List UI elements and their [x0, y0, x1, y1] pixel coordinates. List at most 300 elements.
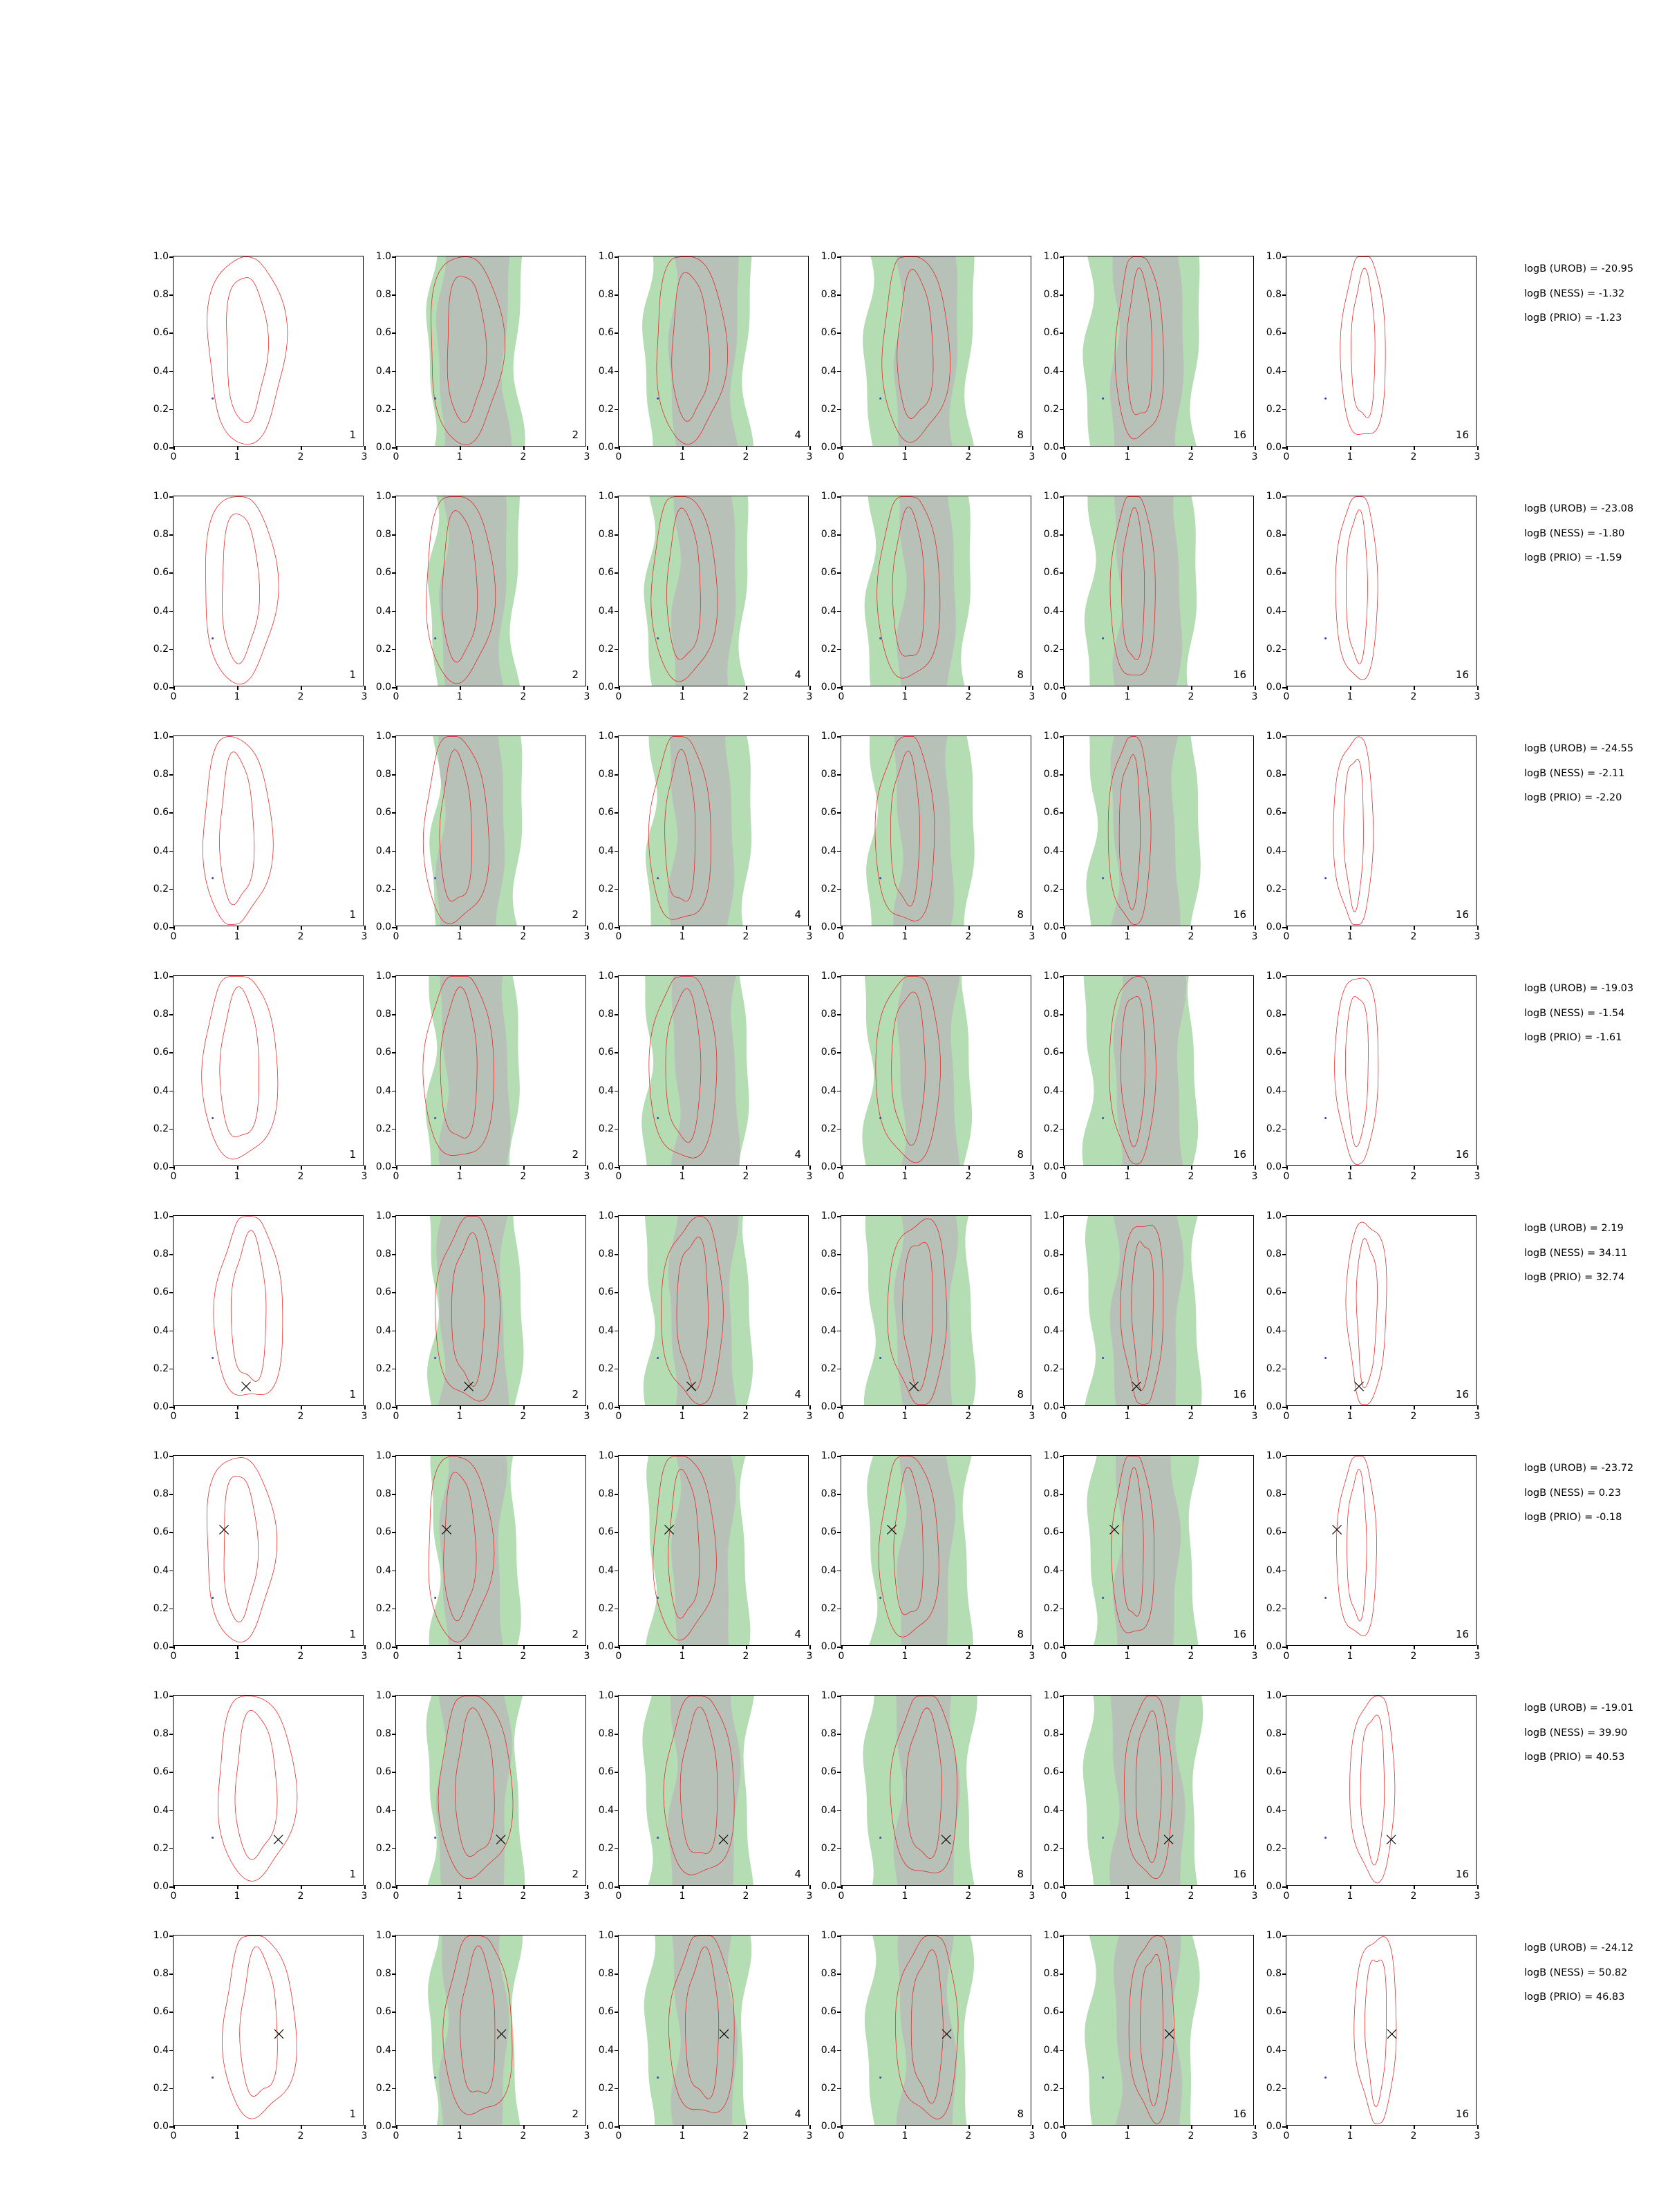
- logb-annotation: logB (PRIO) = -1.59: [1524, 552, 1622, 563]
- x-tick-label: 0: [170, 1651, 177, 1662]
- x-tick-mark: [460, 686, 461, 690]
- x-tick-mark: [1127, 2125, 1129, 2129]
- x-tick-label: 0: [1060, 1651, 1067, 1662]
- y-tick-mark: [615, 1292, 619, 1293]
- x-tick-label: 0: [170, 691, 177, 702]
- panel-plot-area: [841, 256, 1031, 446]
- contour-95: [218, 1696, 297, 1882]
- x-tick-label: 0: [1060, 931, 1067, 942]
- y-tick-label: 0.2: [375, 883, 391, 894]
- contour-panel: [153, 971, 368, 1182]
- contour-95: [222, 1936, 297, 2119]
- y-tick-label: 0.2: [1043, 1123, 1059, 1134]
- y-tick-label: 0.2: [821, 2082, 836, 2094]
- x-tick-label: 0: [1283, 691, 1290, 702]
- y-tick-mark: [837, 976, 841, 977]
- x-tick-label: 3: [583, 1411, 590, 1422]
- row-annotation-block: [1524, 264, 1633, 338]
- x-tick-label: 0: [393, 691, 400, 702]
- y-tick-label: 0.2: [1266, 643, 1282, 655]
- reference-dot: [657, 2077, 659, 2079]
- contour-panel: [153, 1450, 368, 1662]
- x-tick-label: 1: [1347, 1651, 1353, 1662]
- x-tick-mark: [1127, 1645, 1129, 1649]
- y-tick-label: 0.6: [375, 1286, 391, 1298]
- y-tick-label: 0.2: [598, 1602, 614, 1614]
- y-tick-mark: [1060, 1609, 1064, 1610]
- y-tick-label: 0.6: [153, 1526, 169, 1538]
- y-tick-label: 1.0: [598, 1690, 614, 1701]
- gray-credible-region: [436, 256, 512, 446]
- x-tick-mark: [1032, 1405, 1033, 1409]
- x-tick-label: 2: [1188, 1891, 1194, 1902]
- x-tick-label: 1: [679, 2130, 686, 2141]
- logb-annotation: logB (NESS) = -1.54: [1524, 1007, 1625, 1019]
- panel-corner-label: 1: [349, 668, 356, 681]
- y-tick-label: 0.0: [821, 1881, 836, 1892]
- panel-plot-area: [1064, 1696, 1253, 1885]
- reference-dot: [212, 397, 214, 400]
- y-tick-label: 0.0: [153, 682, 169, 693]
- panel-corner-label: 16: [1232, 1148, 1246, 1161]
- x-tick-mark: [1255, 1885, 1256, 1889]
- x-tick-mark: [1414, 1645, 1415, 1649]
- y-tick-mark: [392, 1014, 396, 1015]
- x-tick-mark: [1477, 446, 1479, 450]
- y-tick-mark: [1282, 1254, 1286, 1255]
- x-tick-mark: [1032, 686, 1033, 690]
- x-tick-label: 2: [1410, 451, 1417, 462]
- x-tick-mark: [364, 686, 366, 690]
- y-tick-label: 0.8: [375, 289, 391, 301]
- contour-95: [1333, 737, 1374, 925]
- panel-plot-area: [396, 976, 585, 1165]
- y-tick-label: 0.4: [821, 1804, 836, 1816]
- x-tick-label: 1: [1124, 1891, 1131, 1902]
- panel-plot-area: [174, 1696, 363, 1885]
- y-tick-mark: [1060, 976, 1064, 977]
- contour-68: [240, 1947, 278, 2097]
- y-tick-label: 0.8: [1266, 1248, 1282, 1260]
- reference-dot: [657, 877, 659, 879]
- y-tick-label: 0.6: [1266, 1526, 1282, 1538]
- x-tick-mark: [523, 2125, 525, 2129]
- x-tick-mark: [1286, 1405, 1288, 1409]
- y-tick-label: 0.4: [1266, 2044, 1282, 2056]
- y-tick-label: 0.4: [1043, 1085, 1059, 1096]
- x-tick-label: 3: [583, 2130, 590, 2141]
- contour-95: [1350, 1696, 1395, 1883]
- y-tick-mark: [392, 774, 396, 776]
- panel-corner-label: 16: [1455, 2108, 1469, 2120]
- x-tick-label: 1: [679, 931, 686, 942]
- y-tick-mark: [169, 1129, 174, 1130]
- x-tick-label: 3: [583, 1891, 590, 1902]
- y-tick-mark: [392, 1696, 396, 1697]
- y-tick-mark: [1060, 611, 1064, 612]
- gray-credible-region: [1114, 1936, 1182, 2125]
- y-tick-label: 1.0: [1043, 491, 1059, 502]
- y-tick-mark: [615, 774, 619, 776]
- x-tick-mark: [1191, 1405, 1192, 1409]
- y-tick-label: 0.6: [598, 1047, 614, 1058]
- row-annotation-block: [1524, 1703, 1633, 1777]
- x-tick-label: 2: [297, 691, 304, 702]
- x-tick-label: 2: [742, 1651, 749, 1662]
- x-tick-label: 1: [1124, 1171, 1131, 1182]
- y-tick-mark: [169, 649, 174, 650]
- y-tick-mark: [837, 649, 841, 650]
- x-tick-mark: [1350, 1165, 1351, 1170]
- y-tick-mark: [1282, 1772, 1286, 1773]
- y-tick-label: 0.6: [153, 1766, 169, 1778]
- x-tick-mark: [364, 926, 366, 930]
- x-tick-label: 0: [393, 451, 400, 462]
- x-tick-label: 3: [806, 2130, 813, 2141]
- panel-plot-area: [396, 736, 585, 926]
- y-tick-label: 0.8: [598, 1248, 614, 1260]
- y-tick-label: 0.8: [821, 1009, 836, 1020]
- y-tick-label: 0.4: [598, 2044, 614, 2056]
- x-tick-mark: [174, 1405, 175, 1409]
- y-tick-label: 0.2: [821, 643, 836, 655]
- y-tick-label: 0.8: [1266, 1009, 1282, 1020]
- x-tick-mark: [1127, 1165, 1129, 1170]
- y-tick-mark: [169, 976, 174, 977]
- y-tick-label: 0.2: [598, 643, 614, 655]
- x-tick-label: 3: [1474, 1891, 1481, 1902]
- x-tick-mark: [968, 1405, 970, 1409]
- x-tick-mark: [523, 1645, 525, 1649]
- y-tick-mark: [392, 851, 396, 852]
- y-tick-label: 0.6: [1266, 327, 1282, 339]
- y-tick-label: 0.4: [1266, 605, 1282, 617]
- y-tick-mark: [392, 812, 396, 814]
- x-tick-mark: [523, 446, 525, 450]
- x-tick-mark: [587, 926, 588, 930]
- y-tick-label: 0.0: [153, 1161, 169, 1172]
- panel-plot-area: [841, 1936, 1031, 2125]
- y-tick-mark: [1282, 256, 1286, 258]
- x-tick-mark: [1032, 1645, 1033, 1649]
- y-tick-label: 0.4: [153, 845, 169, 856]
- gray-credible-region: [897, 976, 959, 1165]
- contour-panel: [375, 971, 590, 1182]
- y-tick-mark: [392, 371, 396, 373]
- gray-credible-region: [668, 1216, 739, 1405]
- y-tick-label: 0.2: [1043, 1842, 1059, 1854]
- x-tick-mark: [460, 1405, 461, 1409]
- panel-corner-label: 1: [349, 1388, 356, 1400]
- x-tick-label: 0: [838, 1411, 845, 1422]
- x-tick-label: 0: [1060, 691, 1067, 702]
- logb-annotation: logB (PRIO) = 46.83: [1524, 1991, 1625, 2003]
- x-tick-label: 3: [1251, 1891, 1258, 1902]
- x-tick-label: 1: [679, 691, 686, 702]
- reference-dot: [434, 1357, 436, 1359]
- y-tick-label: 0.2: [153, 883, 169, 894]
- gray-credible-region: [1113, 1456, 1181, 1645]
- panel-plot-area: [1286, 256, 1476, 446]
- y-tick-label: 0.2: [1043, 403, 1059, 415]
- y-tick-mark: [169, 294, 174, 296]
- y-tick-label: 0.4: [1043, 605, 1059, 617]
- x-tick-mark: [460, 1645, 461, 1649]
- x-tick-label: 2: [965, 2130, 972, 2141]
- contour-68: [1346, 510, 1367, 664]
- y-tick-label: 0.2: [821, 403, 836, 415]
- x-tick-label: 3: [1251, 2130, 1258, 2141]
- x-tick-label: 1: [234, 1891, 241, 1902]
- truth-marker-x: [274, 2030, 283, 2038]
- x-tick-label: 0: [1283, 451, 1290, 462]
- y-tick-mark: [1060, 1494, 1064, 1495]
- y-tick-label: 0.0: [598, 2121, 614, 2132]
- x-tick-mark: [1286, 1645, 1288, 1649]
- x-tick-label: 2: [965, 1891, 972, 1902]
- x-tick-mark: [301, 2125, 302, 2129]
- panel-corner-label: 16: [1232, 1388, 1246, 1400]
- y-tick-label: 0.2: [1266, 403, 1282, 415]
- y-tick-mark: [1282, 851, 1286, 852]
- y-tick-label: 0.0: [598, 1161, 614, 1172]
- x-tick-label: 0: [393, 1411, 400, 1422]
- x-tick-mark: [746, 1645, 747, 1649]
- x-tick-mark: [301, 686, 302, 690]
- panel-plot-area: [1064, 736, 1253, 926]
- y-tick-label: 1.0: [1266, 1690, 1282, 1701]
- x-tick-label: 2: [1188, 451, 1194, 462]
- panel-plot-area: [396, 1696, 585, 1885]
- contour-panel: [1043, 1210, 1258, 1422]
- x-tick-label: 3: [583, 1651, 590, 1662]
- y-tick-label: 0.2: [598, 1842, 614, 1854]
- y-tick-mark: [1282, 736, 1286, 738]
- y-tick-label: 0.4: [598, 605, 614, 617]
- reference-dot: [434, 877, 436, 879]
- y-tick-label: 0.6: [821, 1047, 836, 1058]
- y-tick-mark: [1282, 1052, 1286, 1053]
- y-tick-mark: [837, 332, 841, 334]
- x-tick-label: 3: [1474, 1651, 1481, 1662]
- x-tick-label: 0: [838, 931, 845, 942]
- y-tick-label: 0.6: [1043, 1047, 1059, 1058]
- contour-panel: [598, 1690, 813, 1902]
- y-tick-mark: [392, 1254, 396, 1255]
- x-tick-mark: [841, 686, 843, 690]
- y-tick-label: 0.8: [821, 1488, 836, 1500]
- contour-95: [205, 497, 279, 684]
- x-tick-label: 1: [1124, 2130, 1131, 2141]
- panel-plot-area: [1286, 496, 1476, 686]
- x-tick-mark: [619, 1405, 620, 1409]
- y-tick-label: 0.4: [1043, 845, 1059, 856]
- y-tick-label: 0.6: [1043, 1766, 1059, 1778]
- y-tick-mark: [1060, 1532, 1064, 1533]
- y-tick-mark: [615, 1609, 619, 1610]
- x-tick-mark: [1286, 1165, 1288, 1170]
- panel-corner-label: 4: [794, 1628, 801, 1640]
- y-tick-label: 0.6: [1043, 2006, 1059, 2018]
- x-tick-mark: [682, 1405, 684, 1409]
- y-tick-label: 1.0: [375, 1930, 391, 1941]
- x-tick-label: 0: [615, 2130, 622, 2141]
- y-tick-label: 0.8: [821, 1968, 836, 1980]
- panel-plot-area: [619, 976, 808, 1165]
- x-tick-mark: [809, 2125, 811, 2129]
- x-tick-label: 3: [361, 691, 368, 702]
- x-tick-label: 3: [806, 1411, 813, 1422]
- contour-95: [1354, 1937, 1396, 2124]
- x-tick-mark: [1286, 446, 1288, 450]
- y-tick-label: 0.4: [821, 1324, 836, 1336]
- y-tick-mark: [392, 1810, 396, 1812]
- x-tick-label: 2: [520, 1651, 527, 1662]
- x-tick-mark: [1414, 446, 1415, 450]
- x-tick-label: 2: [520, 2130, 527, 2141]
- y-tick-label: 0.0: [598, 921, 614, 932]
- logb-annotation: logB (NESS) = 39.90: [1524, 1727, 1628, 1738]
- x-tick-mark: [619, 1645, 620, 1649]
- y-tick-label: 0.0: [375, 1401, 391, 1412]
- reference-dot: [434, 1837, 436, 1839]
- x-tick-mark: [1350, 1645, 1351, 1649]
- y-tick-label: 0.6: [1043, 1286, 1059, 1298]
- reference-dot: [434, 1597, 436, 1599]
- x-tick-mark: [523, 1405, 525, 1409]
- x-tick-label: 2: [742, 1171, 749, 1182]
- y-tick-mark: [837, 1772, 841, 1773]
- y-tick-label: 0.6: [153, 1286, 169, 1298]
- y-tick-label: 0.4: [375, 1804, 391, 1816]
- y-tick-mark: [1060, 1052, 1064, 1053]
- x-tick-mark: [301, 1165, 302, 1170]
- y-tick-label: 0.8: [375, 1009, 391, 1020]
- x-tick-label: 1: [1124, 451, 1131, 462]
- x-tick-mark: [905, 2125, 906, 2129]
- contour-panel: [821, 1930, 1035, 2141]
- reference-dot: [212, 1117, 214, 1119]
- x-tick-label: 3: [1029, 931, 1035, 942]
- y-tick-mark: [169, 1091, 174, 1092]
- reference-dot: [1102, 637, 1104, 639]
- contour-panel: [153, 1690, 368, 1902]
- y-tick-mark: [615, 496, 619, 498]
- panel-corner-label: 4: [794, 1148, 801, 1161]
- contour-68: [227, 278, 269, 423]
- reference-dot: [212, 1357, 214, 1359]
- y-tick-label: 0.4: [1266, 365, 1282, 377]
- y-tick-label: 0.8: [1043, 1728, 1059, 1740]
- y-tick-mark: [1060, 332, 1064, 334]
- y-tick-label: 1.0: [153, 731, 169, 742]
- y-tick-mark: [837, 2012, 841, 2013]
- panel-corner-label: 4: [794, 1388, 801, 1400]
- contour-panel: [375, 1450, 590, 1662]
- panel-corner-label: 8: [1017, 429, 1024, 441]
- contour-68: [1347, 1470, 1367, 1621]
- y-tick-label: 0.2: [153, 1842, 169, 1854]
- x-tick-label: 0: [615, 1651, 622, 1662]
- y-tick-label: 0.2: [1043, 643, 1059, 655]
- y-tick-label: 0.4: [821, 1085, 836, 1096]
- x-tick-mark: [364, 1645, 366, 1649]
- y-tick-label: 0.2: [1043, 2082, 1059, 2094]
- y-tick-label: 0.8: [1043, 1488, 1059, 1500]
- x-tick-label: 3: [361, 931, 368, 942]
- x-tick-label: 2: [742, 931, 749, 942]
- y-tick-label: 0.0: [1043, 2121, 1059, 2132]
- y-tick-label: 1.0: [821, 971, 836, 982]
- y-tick-label: 0.6: [1043, 327, 1059, 339]
- y-tick-label: 0.4: [1266, 1085, 1282, 1096]
- x-tick-label: 2: [1410, 1171, 1417, 1182]
- y-tick-label: 1.0: [1043, 1450, 1059, 1461]
- y-tick-label: 0.6: [598, 1286, 614, 1298]
- y-tick-label: 0.0: [1266, 921, 1282, 932]
- panel-plot-area: [841, 1696, 1031, 1885]
- panel-corner-label: 1: [349, 429, 356, 441]
- logb-annotation: logB (NESS) = 0.23: [1524, 1487, 1622, 1499]
- panel-plot-area: [396, 256, 585, 446]
- x-tick-mark: [364, 2125, 366, 2129]
- y-tick-label: 1.0: [375, 1210, 391, 1221]
- y-tick-mark: [392, 611, 396, 612]
- x-tick-mark: [746, 686, 747, 690]
- x-tick-mark: [968, 446, 970, 450]
- row-annotation-block: [1524, 504, 1633, 578]
- y-tick-label: 0.2: [153, 2082, 169, 2094]
- gray-credible-region: [671, 496, 736, 686]
- y-tick-label: 0.8: [153, 1488, 169, 1500]
- y-tick-label: 0.2: [1266, 883, 1282, 894]
- x-tick-label: 0: [838, 1651, 845, 1662]
- x-tick-mark: [364, 1165, 366, 1170]
- y-tick-mark: [1060, 736, 1064, 738]
- x-tick-label: 2: [1188, 2130, 1194, 2141]
- y-tick-mark: [837, 409, 841, 411]
- logb-annotation: logB (PRIO) = -2.20: [1524, 792, 1622, 803]
- reference-dot: [657, 1357, 659, 1359]
- y-tick-mark: [1060, 649, 1064, 650]
- y-tick-label: 0.4: [821, 2044, 836, 2056]
- panel-plot-area: [619, 1456, 808, 1645]
- y-tick-mark: [1282, 2012, 1286, 2013]
- contour-panel: [1043, 1450, 1258, 1662]
- y-tick-mark: [169, 1609, 174, 1610]
- y-tick-mark: [1060, 1936, 1064, 1937]
- x-tick-mark: [237, 2125, 238, 2129]
- x-tick-label: 3: [1251, 1411, 1258, 1422]
- contour-95: [207, 1457, 277, 1642]
- y-tick-label: 0.2: [153, 1362, 169, 1374]
- reference-dot: [1102, 877, 1104, 879]
- y-tick-label: 0.6: [1266, 2006, 1282, 2018]
- y-tick-mark: [169, 496, 174, 498]
- y-tick-label: 0.0: [1043, 1881, 1059, 1892]
- y-tick-mark: [392, 294, 396, 296]
- x-tick-mark: [1477, 1645, 1479, 1649]
- logb-annotation: logB (NESS) = 50.82: [1524, 1967, 1628, 1978]
- y-tick-mark: [169, 2088, 174, 2090]
- panel-plot-area: [619, 496, 808, 686]
- x-tick-label: 0: [838, 691, 845, 702]
- y-tick-label: 0.6: [598, 567, 614, 579]
- y-tick-mark: [837, 851, 841, 852]
- y-tick-mark: [1060, 812, 1064, 814]
- y-tick-mark: [1282, 1091, 1286, 1092]
- x-tick-mark: [587, 686, 588, 690]
